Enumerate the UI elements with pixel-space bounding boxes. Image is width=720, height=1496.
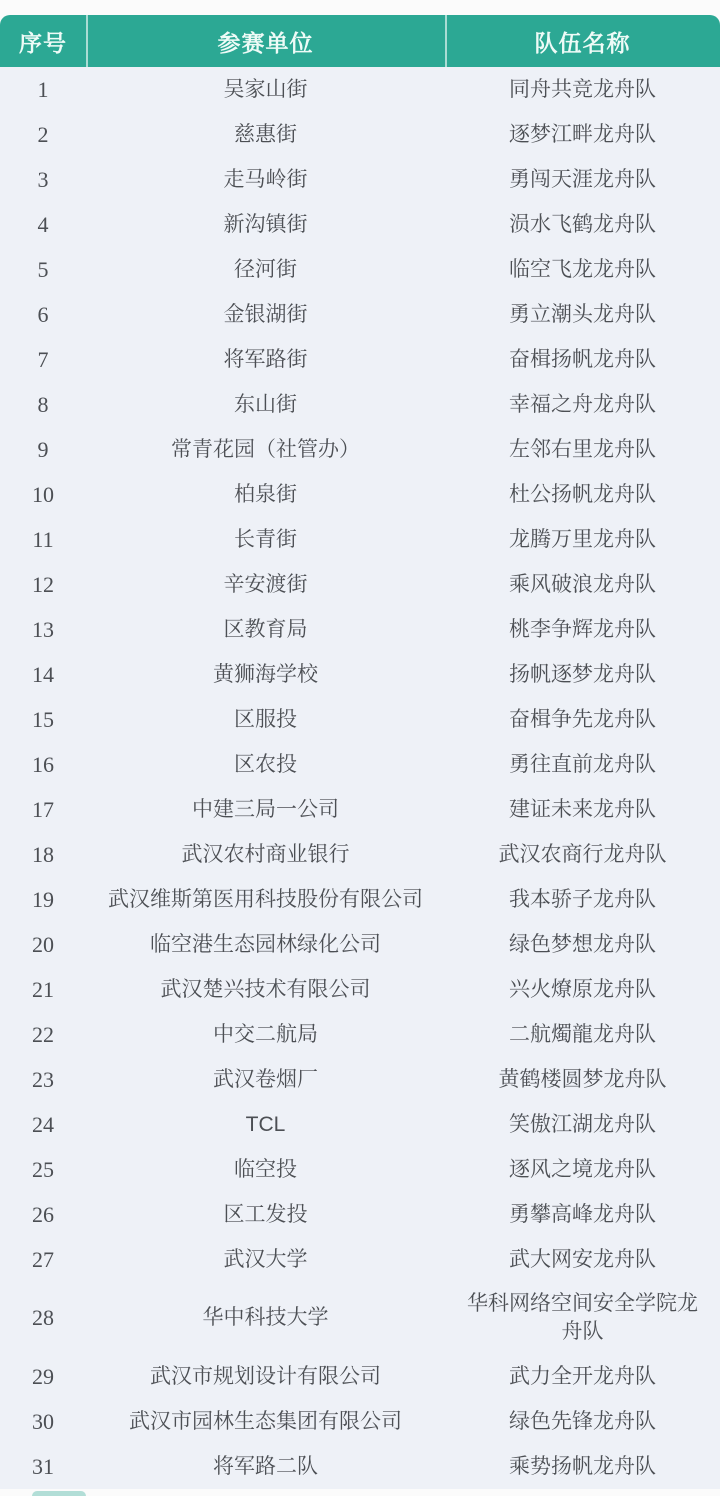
row-unit: 临空港生态园林绿化公司: [150, 932, 381, 956]
row-index: 19: [32, 886, 54, 912]
row-unit: 东山街: [234, 392, 297, 416]
row-team: 乘风破浪龙舟队: [509, 572, 656, 596]
row-unit: 辛安渡街: [223, 572, 308, 596]
table-row: [0, 562, 720, 607]
table-row: [0, 427, 720, 472]
table-row: [0, 832, 720, 877]
row-index: 28: [32, 1305, 54, 1330]
row-index: 18: [32, 841, 54, 867]
row-unit: 武汉市规划设计有限公司: [150, 1364, 381, 1388]
row-team: 杜公扬帆龙舟队: [509, 482, 656, 506]
row-index: 12: [32, 571, 54, 597]
row-team: 同舟共竞龙舟队: [509, 77, 656, 101]
teams-table: [0, 15, 720, 1489]
table-row: [0, 112, 720, 157]
row-team: 绿色先锋龙舟队: [509, 1409, 656, 1433]
row-team: 龙腾万里龙舟队: [509, 527, 656, 551]
row-unit: TCL: [245, 1112, 286, 1136]
row-team: 绿色梦想龙舟队: [509, 932, 656, 956]
row-team: 勇攀高峰龙舟队: [509, 1202, 656, 1226]
row-team: 奋楫扬帆龙舟队: [509, 347, 656, 371]
row-unit: 走马岭街: [223, 167, 308, 191]
row-unit: 长青街: [234, 527, 297, 551]
row-team: 黄鹤楼圆梦龙舟队: [498, 1067, 667, 1091]
row-index: 20: [32, 931, 54, 957]
table-row: [0, 697, 720, 742]
row-index: 24: [32, 1111, 54, 1137]
row-team: 勇闯天涯龙舟队: [509, 167, 656, 191]
row-team: 奋楫争先龙舟队: [509, 707, 656, 731]
row-unit: 武汉市园林生态集团有限公司: [129, 1409, 402, 1433]
row-index: 11: [32, 526, 54, 552]
row-index: 10: [32, 481, 54, 507]
table-row: [0, 1237, 720, 1282]
row-unit: 武汉维斯第医用科技股份有限公司: [108, 887, 423, 911]
row-team: 兴火燎原龙舟队: [509, 977, 656, 1001]
row-team: 涢水飞鹤龙舟队: [509, 212, 656, 236]
table-row: [0, 742, 720, 787]
row-team: 桃李争辉龙舟队: [509, 617, 656, 641]
row-unit: 慈惠街: [234, 122, 297, 146]
table-row: [0, 517, 720, 562]
row-index: 25: [32, 1156, 54, 1182]
row-unit: 柏泉街: [234, 482, 297, 506]
table-row: [0, 1399, 720, 1444]
row-index: 1: [37, 76, 49, 102]
row-index: 3: [37, 166, 49, 192]
row-index: 16: [32, 751, 54, 777]
header-divider: [86, 15, 88, 67]
row-team: 武汉农商行龙舟队: [498, 842, 667, 866]
row-index: 5: [37, 256, 49, 282]
row-team: 武力全开龙舟队: [509, 1364, 656, 1388]
header-team: 队伍名称: [534, 29, 631, 56]
table-row: [0, 247, 720, 292]
row-index: 2: [37, 121, 49, 147]
table-row: [0, 1354, 720, 1399]
header-unit: 参赛单位: [217, 29, 314, 56]
row-index: 7: [37, 346, 49, 372]
row-team: 逐风之境龙舟队: [509, 1157, 656, 1181]
row-index: 8: [37, 391, 49, 417]
row-team: 笑傲江湖龙舟队: [509, 1112, 656, 1136]
table-header: [0, 15, 720, 67]
row-team: 我本骄子龙舟队: [509, 887, 656, 911]
row-team: 临空飞龙龙舟队: [509, 257, 656, 281]
row-unit: 黄狮海学校: [213, 662, 318, 686]
row-team: 建证未来龙舟队: [509, 797, 656, 821]
row-index: 6: [37, 301, 49, 327]
row-index: 27: [32, 1246, 54, 1272]
row-index: 31: [32, 1453, 54, 1479]
row-unit: 中交二航局: [213, 1022, 318, 1046]
row-index: 9: [37, 436, 49, 462]
table-row: [0, 607, 720, 652]
row-unit: 武汉农村商业银行: [181, 842, 350, 866]
row-team: 勇立潮头龙舟队: [509, 302, 656, 326]
table-body: [0, 67, 720, 1489]
row-unit: 新沟镇街: [223, 212, 308, 236]
table-row: [0, 1012, 720, 1057]
row-index: 17: [32, 796, 54, 822]
row-team: 二航燭龍龙舟队: [509, 1022, 656, 1046]
row-unit: 将军路二队: [213, 1454, 318, 1478]
row-unit: 武汉卷烟厂: [213, 1067, 318, 1091]
header-divider: [445, 15, 447, 67]
row-team: 扬帆逐梦龙舟队: [509, 662, 656, 686]
row-index: 13: [32, 616, 54, 642]
table-row: [0, 337, 720, 382]
row-index: 22: [32, 1021, 54, 1047]
row-unit: 区教育局: [223, 617, 308, 641]
table-row: [0, 652, 720, 697]
row-unit: 区服投: [234, 707, 297, 731]
row-index: 15: [32, 706, 54, 732]
row-index: 26: [32, 1201, 54, 1227]
table-row: [0, 1102, 720, 1147]
row-team: 逐梦江畔龙舟队: [509, 122, 656, 146]
row-index: 29: [32, 1363, 54, 1389]
row-team: 勇往直前龙舟队: [509, 752, 656, 776]
row-unit: 将军路街: [223, 347, 308, 371]
row-team: 武大网安龙舟队: [509, 1247, 656, 1271]
table-row: [0, 1282, 720, 1354]
table-row: [0, 1444, 720, 1489]
row-unit: 吴家山街: [223, 77, 308, 101]
row-unit: 中建三局一公司: [192, 797, 339, 821]
row-unit: 金银湖街: [223, 302, 308, 326]
table-row: [0, 1147, 720, 1192]
row-team: 左邻右里龙舟队: [509, 437, 656, 461]
header-index: 序号: [19, 29, 67, 56]
row-unit: 临空投: [234, 1157, 297, 1181]
table-row: [0, 1057, 720, 1102]
table-row: [0, 382, 720, 427]
row-unit: 武汉大学: [223, 1247, 308, 1271]
row-unit: 区工发投: [223, 1202, 308, 1226]
table-row: [0, 292, 720, 337]
table-row: [0, 1192, 720, 1237]
row-team: 幸福之舟龙舟队: [509, 392, 656, 416]
table-row: [0, 67, 720, 112]
next-table-peek: [32, 1491, 86, 1496]
table-row: [0, 157, 720, 202]
table-row: [0, 967, 720, 1012]
row-unit: 常青花园（社管办）: [171, 437, 360, 461]
row-unit: 武汉楚兴技术有限公司: [160, 977, 371, 1001]
row-index: 30: [32, 1408, 54, 1434]
row-team: 华科网络空间安全学院龙舟队: [467, 1292, 698, 1343]
row-unit: 径河街: [234, 257, 297, 281]
row-index: 14: [32, 661, 54, 687]
row-index: 23: [32, 1066, 54, 1092]
row-unit: 华中科技大学: [202, 1306, 329, 1329]
table-row: [0, 922, 720, 967]
table-row: [0, 787, 720, 832]
row-team: 乘势扬帆龙舟队: [509, 1454, 656, 1478]
table-row: [0, 202, 720, 247]
table-row: [0, 877, 720, 922]
table-row: [0, 472, 720, 517]
row-unit: 区农投: [234, 752, 297, 776]
row-index: 4: [37, 211, 49, 237]
row-index: 21: [32, 976, 54, 1002]
